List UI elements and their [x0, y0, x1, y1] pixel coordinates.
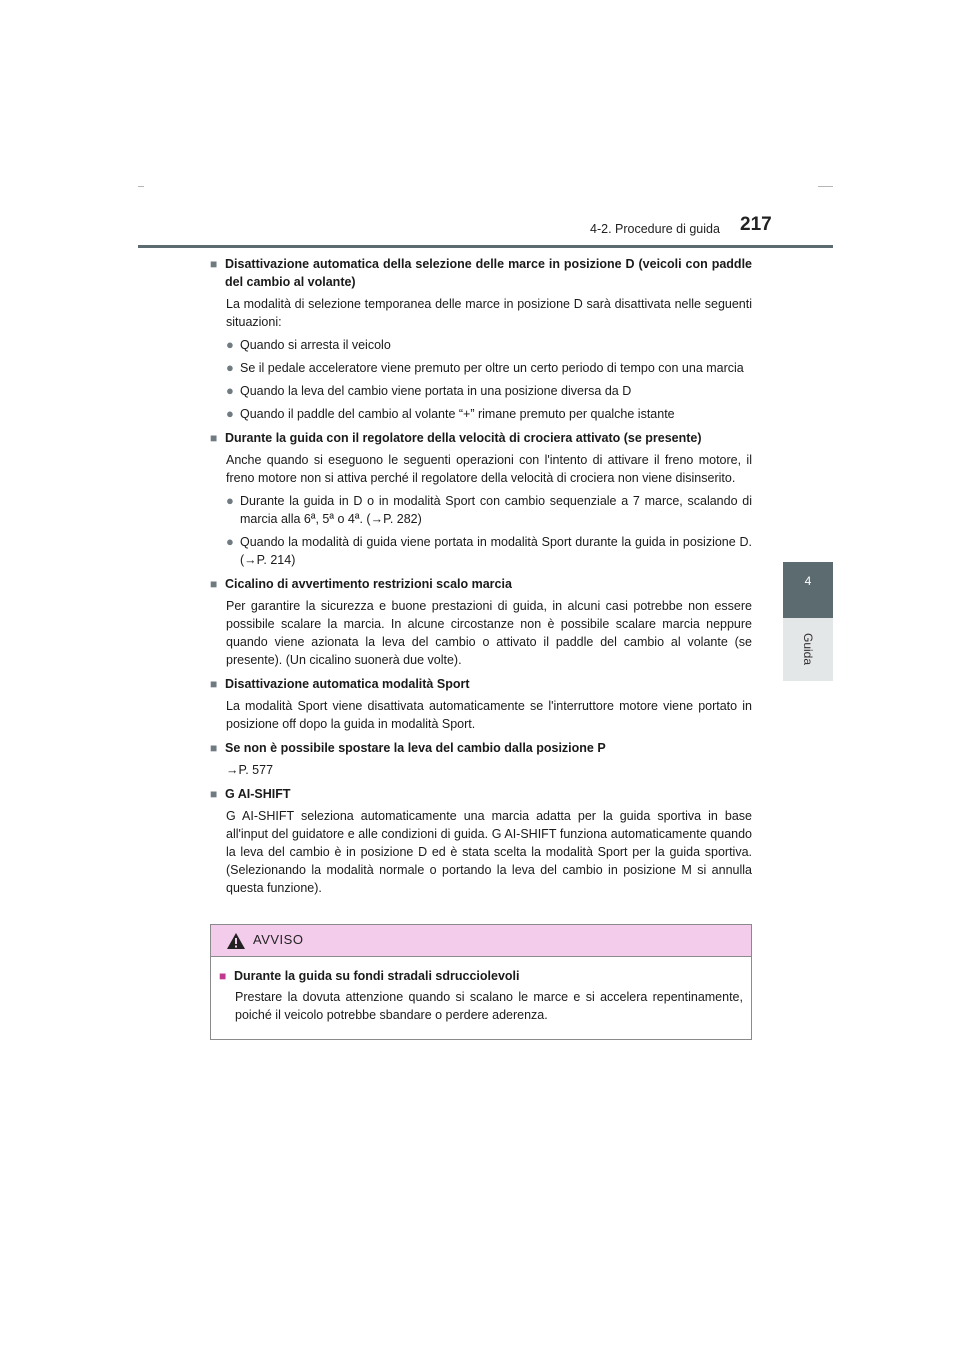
section-heading: ■ Disattivazione automatica della selezione delle marce in posizione D (veicoli con paddle del cambio al volante) — [210, 257, 752, 289]
section-regolatore-velocita — [210, 429, 752, 569]
crop-mark-left — [138, 186, 144, 187]
section-cicalino — [210, 575, 752, 669]
list-item: ● Quando si arresta il veicolo — [226, 337, 391, 352]
section-heading: ■ Cicalino di avvertimento restrizioni scalo marcia — [210, 577, 512, 591]
chapter-tab — [783, 562, 833, 618]
warning-heading: ■ Durante la guida su fondi stradali sdrucciolevoli — [219, 969, 520, 983]
section-disattivazione-selezione — [210, 255, 752, 423]
section-heading: ■ G AI-SHIFT — [210, 787, 291, 801]
warning-paragraph: Prestare la dovuta attenzione quando si scalano le marce e si accelera repentinamente, poiché il veicolo potrebbe sbandare o perdere aderenza. — [235, 990, 743, 1022]
warning-body — [211, 957, 751, 1024]
section-modalita-sport — [210, 675, 752, 733]
circle-bullet-icon: ● — [226, 360, 234, 375]
warning-triangle-icon — [226, 932, 246, 950]
chapter-tab-number: 4 — [804, 574, 812, 588]
circle-bullet-icon: ● — [226, 534, 234, 549]
section-g-ai-shift — [210, 785, 752, 897]
list-item: ● Durante la guida in D o in modalità Sport con cambio sequenziale a 7 marce, scalando di marcia alla 6ª, 5ª o 4ª. (→P. 282) — [226, 493, 752, 526]
page-number: 217 — [740, 214, 772, 235]
circle-bullet-icon: ● — [226, 337, 234, 352]
section-paragraph: G AI-SHIFT seleziona automaticamente una marcia adatta per la guida sportiva in base all'input del guidatore e alle condizioni di guida. G AI-SHIFT funziona automaticamente quando la leva del cambio è in posizione D ed è stata scelta la modalità Sport per la guida sportiva. (Selezionando la modalità normale o portando la leva del cambio in posizione M si annulla questa funzione). — [226, 809, 752, 895]
square-bullet-icon: ■ — [210, 787, 218, 801]
circle-bullet-icon: ● — [226, 493, 234, 508]
header-rule — [138, 245, 833, 248]
warning-title: AVVISO — [253, 932, 304, 947]
chapter-tab-label: Guida — [801, 632, 815, 666]
circle-bullet-icon: ● — [226, 383, 234, 398]
square-bullet-icon: ■ — [210, 257, 218, 271]
section-heading: ■ Disattivazione automatica modalità Sport — [210, 677, 470, 691]
section-paragraph: Anche quando si eseguono le seguenti operazioni con l'intento di attivare il freno motore, il freno motore non si attiva perché il regolatore della velocità di crociera non viene disinserito. — [226, 453, 752, 485]
section-leva-posizione-p — [210, 739, 752, 779]
square-bullet-icon: ■ — [219, 969, 227, 983]
chapter-title: 4-2. Procedure di guida — [590, 222, 720, 236]
section-paragraph: Per garantire la sicurezza e buone prestazioni di guida, in alcuni casi potrebbe non essere possibile scalare la marcia. In alcune circostanze non è possibile scalare marcia neppure quando viene azionata la leva del cambio o attivato il paddle del cambio al volante (se presente). (Un cicalino suonerà due volte). — [226, 599, 752, 667]
main-content — [210, 255, 752, 903]
square-bullet-icon: ■ — [210, 741, 218, 755]
section-heading: ■ Se non è possibile spostare la leva del cambio dalla posizione P — [210, 741, 606, 755]
warning-box — [210, 924, 752, 1040]
list-item: ● Quando la modalità di guida viene portata in modalità Sport durante la guida in posizione D. (→P. 214) — [226, 534, 752, 567]
list-item: ● Quando la leva del cambio viene portata in una posizione diversa da D — [226, 383, 632, 398]
circle-bullet-icon: ● — [226, 406, 234, 421]
section-paragraph: La modalità di selezione temporanea delle marce in posizione D sarà disattivata nelle seguenti situazioni: — [226, 297, 752, 329]
crop-mark-right — [818, 186, 833, 187]
square-bullet-icon: ■ — [210, 577, 218, 591]
list-item: ● Se il pedale acceleratore viene premuto per oltre un certo periodo di tempo con una marcia — [226, 360, 744, 375]
list-item: ● Quando il paddle del cambio al volante “+” rimane premuto per qualche istante — [226, 406, 675, 421]
square-bullet-icon: ■ — [210, 431, 218, 445]
square-bullet-icon: ■ — [210, 677, 218, 691]
page-reference-link[interactable]: →P. 577 — [226, 763, 274, 777]
section-paragraph: La modalità Sport viene disattivata automaticamente se l'interruttore motore viene portato in posizione off dopo la guida in modalità Sport. — [226, 699, 752, 731]
warning-header — [211, 925, 751, 957]
section-heading: ■ Durante la guida con il regolatore della velocità di crociera attivato (se presente) — [210, 431, 702, 445]
